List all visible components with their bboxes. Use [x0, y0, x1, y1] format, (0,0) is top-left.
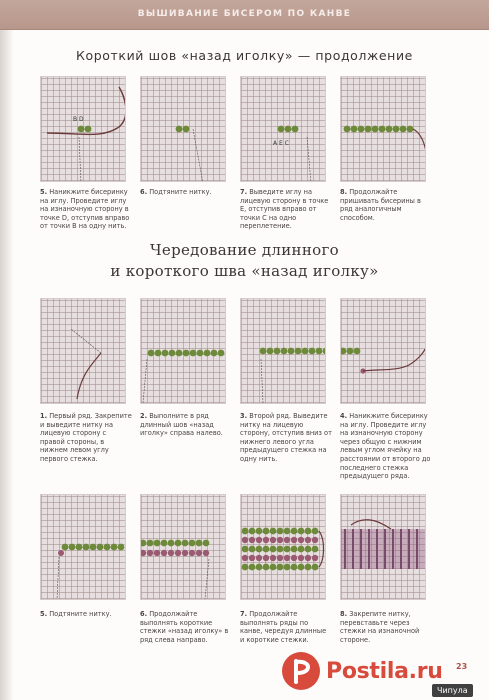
s2r1-diagram-4	[341, 299, 426, 404]
s2r1-caption-4: 4. Наникжите бисеринку на иглу. Проведите иглу на изнаночную сторону через общую с нижним левым углом ячейку на расстоянии от второго до последнего стежка предыдущего ряда.	[340, 412, 431, 481]
s2r2-caption-8: 8. Закрепите нитку, перевставьте через стежки на изнаночной стороне.	[340, 610, 420, 644]
s2r2-caption-6: 6. Продолжайте выполнять короткие стежки «назад иголку» в ряд слева направо.	[140, 610, 229, 644]
page-binding-shadow	[0, 0, 14, 700]
s1-caption-6: 6. Подтяните нитку.	[140, 188, 212, 196]
s2r2-panel-6	[140, 494, 226, 600]
postila-logo-icon	[282, 652, 320, 690]
user-tag[interactable]: Чипула	[432, 684, 473, 697]
s2r2-panel-8	[340, 494, 426, 600]
s2r1-caption-2: 2. Выполните в ряд длинный шов «назад иголку» справа налево.	[140, 412, 223, 438]
s1-panel-6	[140, 76, 226, 182]
s2r1-caption-3: 3. Второй ряд. Выведите нитку на лицевую сторону, отступив вниз от нижнего левого угла предыдущего стежка на одну нить.	[240, 412, 332, 463]
s1-diagram-6	[141, 77, 226, 182]
s2r2-diagram-8	[341, 495, 426, 600]
page-number: 23	[456, 662, 468, 671]
s1-caption-5: 5. Наникжите бисеринку на иглу. Проведите иглу на изнаночную сторону в точке D, отступив вправо от точки B на одну нить.	[40, 188, 130, 231]
s1-diagram-8	[341, 77, 426, 182]
s2r1-panel-1	[40, 298, 126, 404]
s1-p5-label: B D	[73, 116, 84, 123]
s2r1-diagram-1	[41, 299, 126, 404]
s2r1-panel-2	[140, 298, 226, 404]
s2r2-diagram-7	[241, 495, 326, 600]
header-title: ВЫШИВАНИЕ БИСЕРОМ ПО КАНВЕ	[137, 9, 352, 19]
s1-p7-label: A E C	[273, 140, 289, 147]
section2-title	[0, 240, 489, 282]
s1-diagram-5	[41, 77, 126, 182]
s1-panel-8	[340, 76, 426, 182]
s2r2-diagram-5	[41, 495, 126, 600]
s2r2-diagram-6	[141, 495, 226, 600]
s2r1-panel-4	[340, 298, 426, 404]
s2r1-caption-1: 1. Первый ряд. Закрепите и выведите нитку на лицевую сторону с правой стороны, в нижнем левом углу первого стежка.	[40, 412, 132, 463]
s2r2-caption-5: 5. Подтяните нитку.	[40, 610, 112, 618]
section2-title-line2: и короткого шва «назад иголку»	[110, 262, 379, 280]
section1-title: Короткий шов «назад иголку» — продолжение	[76, 48, 413, 63]
postila-watermark-text: Postila.ru	[326, 658, 443, 684]
s2r1-panel-3	[240, 298, 326, 404]
s1-panel-5	[40, 76, 126, 182]
s1-caption-8: 8. Продолжайте пришивать бисерины в ряд аналогичным способом.	[340, 188, 421, 222]
s2r2-panel-7	[240, 494, 326, 600]
postila-watermark[interactable]	[282, 645, 452, 697]
s2r1-diagram-3	[241, 299, 326, 404]
header-bar	[0, 0, 489, 30]
s1-panel-7	[240, 76, 326, 182]
section2-title-line1: Чередование длинного	[150, 241, 339, 259]
s2r2-caption-7: 7. Продолжайте выполнять ряды по канве, чередуя длинные и короткие стежки.	[240, 610, 327, 644]
s2r2-panel-5	[40, 494, 126, 600]
s1-diagram-7	[241, 77, 326, 182]
s2r1-diagram-2	[141, 299, 226, 404]
s1-caption-7: 7. Выведите иглу на лицевую сторону в точке E, отступив вправо от точки C на одно переплетение.	[240, 188, 329, 231]
